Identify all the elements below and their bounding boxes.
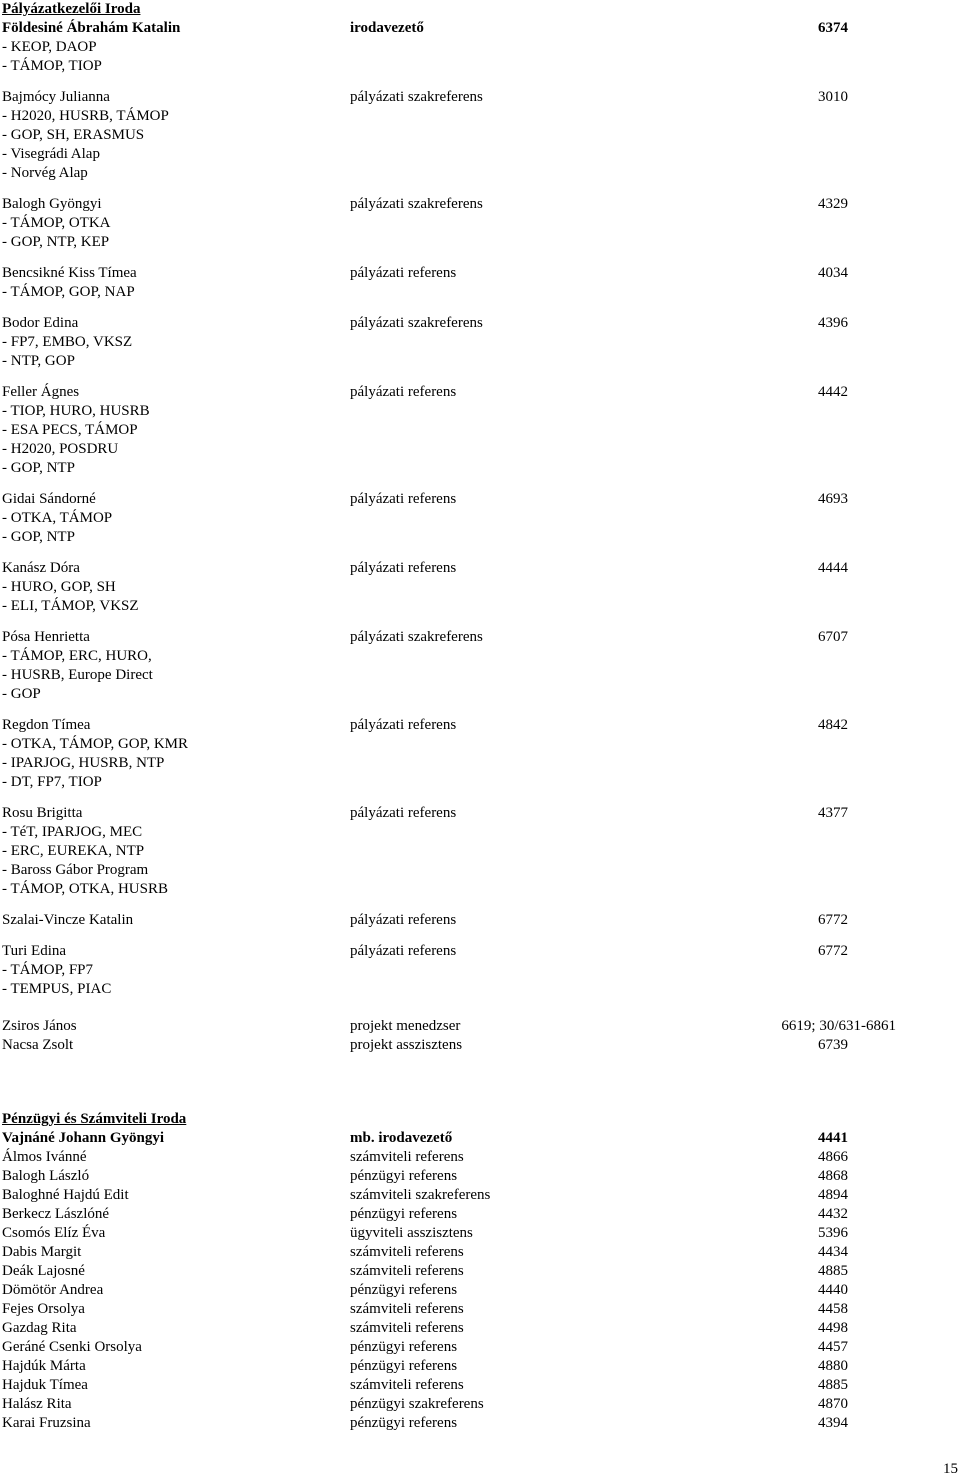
- staff-name: Balogh Gyöngyi: [2, 196, 102, 212]
- staff-role: pályázati referens: [350, 491, 457, 507]
- staff-entry: [2, 314, 942, 333]
- program-line: - Norvég Alap: [2, 165, 88, 181]
- staff-role: számviteli referens: [350, 1149, 464, 1165]
- row-gap: [2, 930, 942, 942]
- staff-list: [2, 1148, 942, 1433]
- staff-entry: [2, 1395, 942, 1414]
- staff-name: Fejes Orsolya: [2, 1301, 85, 1317]
- program-line: - KEOP, DAOP: [2, 39, 97, 55]
- staff-extension: 6619; 30/631-6861: [781, 1018, 896, 1034]
- staff-extension: 4034: [818, 265, 848, 281]
- staff-extension: 4329: [818, 196, 848, 212]
- staff-extension: 4442: [818, 384, 848, 400]
- program-line: - TIOP, HURO, HUSRB: [2, 403, 150, 419]
- staff-extension: 6707: [818, 629, 848, 645]
- staff-extension: 4440: [818, 1282, 848, 1298]
- row-gap: [2, 371, 942, 383]
- staff-entry: [2, 1319, 942, 1338]
- section-penzugyi-iroda: [2, 1110, 942, 1433]
- staff-name: Dabis Margit: [2, 1244, 82, 1260]
- staff-name: Bencsikné Kiss Tímea: [2, 265, 137, 281]
- staff-name: Berkecz Lászlóné: [2, 1206, 110, 1222]
- staff-entry: [2, 1414, 942, 1433]
- program-line: - TÁMOP, FP7: [2, 962, 94, 978]
- staff-role: számviteli referens: [350, 1320, 464, 1336]
- staff-name: Csomós Elíz Éva: [2, 1225, 106, 1241]
- staff-name: Zsiros János: [2, 1018, 77, 1034]
- staff-entry: [2, 490, 942, 509]
- program-line: - TÁMOP, ERC, HURO,: [2, 648, 152, 664]
- staff-name: Gidai Sándorné: [2, 491, 96, 507]
- staff-role: pénzügyi referens: [350, 1168, 458, 1184]
- staff-name: Vajnáné Johann Gyöngyi: [2, 1130, 164, 1146]
- program-line: - HUSRB, Europe Direct: [2, 667, 153, 683]
- staff-entry: [2, 1186, 942, 1205]
- staff-entry: [2, 195, 942, 214]
- staff-role: számviteli referens: [350, 1244, 464, 1260]
- row-gap: [2, 76, 942, 88]
- program-line: - HURO, GOP, SH: [2, 579, 116, 595]
- staff-name: Földesiné Ábrahám Katalin: [2, 20, 181, 36]
- staff-role: pályázati referens: [350, 560, 457, 576]
- staff-role: pénzügyi referens: [350, 1415, 458, 1431]
- row-gap: [2, 899, 942, 911]
- row-gap: [2, 547, 942, 559]
- staff-role: pályázati referens: [350, 384, 457, 400]
- staff-extension: 4444: [818, 560, 848, 576]
- staff-extension: 4458: [818, 1301, 848, 1317]
- staff-name: Deák Lajosné: [2, 1263, 85, 1279]
- staff-entry: [2, 1036, 942, 1055]
- staff-entry: [2, 628, 942, 647]
- section-palyazatkezeloi-iroda: [2, 0, 942, 1055]
- row-gap: [2, 183, 942, 195]
- staff-extension: 4434: [818, 1244, 848, 1260]
- staff-entry-head: [2, 19, 942, 38]
- staff-entry: [2, 559, 942, 578]
- program-line: - TéT, IPARJOG, MEC: [2, 824, 143, 840]
- program-line: - GOP: [2, 686, 41, 702]
- staff-extension: 4870: [818, 1396, 848, 1412]
- staff-role: pályázati referens: [350, 265, 457, 281]
- staff-role: számviteli referens: [350, 1377, 464, 1393]
- program-line: - IPARJOG, HUSRB, NTP: [2, 755, 165, 771]
- staff-role: pályázati szakreferens: [350, 629, 483, 645]
- staff-role: ügyviteli asszisztens: [350, 1225, 473, 1241]
- staff-extension: 3010: [818, 89, 848, 105]
- staff-name: Rosu Brigitta: [2, 805, 83, 821]
- section-title: Pályázatkezelői Iroda: [2, 1, 141, 17]
- program-line: - TÁMOP, TIOP: [2, 58, 102, 74]
- staff-extension: 4880: [818, 1358, 848, 1374]
- staff-role: pályázati referens: [350, 912, 457, 928]
- staff-name: Geráné Csenki Orsolya: [2, 1339, 142, 1355]
- staff-entry: [2, 88, 942, 107]
- staff-name: Gazdag Rita: [2, 1320, 77, 1336]
- program-line: - TÁMOP, OTKA: [2, 215, 111, 231]
- staff-entry: [2, 383, 942, 402]
- program-line: - GOP, NTP: [2, 460, 75, 476]
- staff-extension: 4693: [818, 491, 848, 507]
- staff-entry: [2, 1262, 942, 1281]
- staff-name: Hajdúk Márta: [2, 1358, 86, 1374]
- staff-role: pályázati szakreferens: [350, 196, 483, 212]
- staff-entry: [2, 911, 942, 930]
- staff-name: Karai Fruzsina: [2, 1415, 91, 1431]
- staff-role: pénzügyi referens: [350, 1339, 458, 1355]
- staff-role: projekt asszisztens: [350, 1037, 463, 1053]
- staff-entry: [2, 1300, 942, 1319]
- staff-entry: [2, 1205, 942, 1224]
- program-line: - TEMPUS, PIAC: [2, 981, 112, 997]
- staff-entry: [2, 942, 942, 961]
- staff-extension: 4885: [818, 1263, 848, 1279]
- staff-extension: 4432: [818, 1206, 848, 1222]
- staff-entry: [2, 1224, 942, 1243]
- program-line: - GOP, SH, ERASMUS: [2, 127, 145, 143]
- staff-extension: 4868: [818, 1168, 848, 1184]
- program-line: - GOP, NTP, KEP: [2, 234, 110, 250]
- program-line: - H2020, POSDRU: [2, 441, 119, 457]
- staff-entry: [2, 1148, 942, 1167]
- row-gap: [2, 252, 942, 264]
- staff-name: Balogh László: [2, 1168, 90, 1184]
- staff-name: Szalai-Vincze Katalin: [2, 912, 134, 928]
- staff-role: számviteli referens: [350, 1301, 464, 1317]
- staff-list: [2, 76, 942, 999]
- row-gap: [2, 704, 942, 716]
- program-line: - Baross Gábor Program: [2, 862, 149, 878]
- staff-name: Dömötör Andrea: [2, 1282, 104, 1298]
- staff-extension: 4498: [818, 1320, 848, 1336]
- staff-extension: 4842: [818, 717, 848, 733]
- staff-role: pályázati szakreferens: [350, 89, 483, 105]
- staff-extension: 4441: [818, 1130, 848, 1146]
- staff-extension: 4457: [818, 1339, 848, 1355]
- staff-role: pályázati referens: [350, 717, 457, 733]
- document-page: [2, 0, 942, 1433]
- staff-name: Regdon Tímea: [2, 717, 91, 733]
- row-gap: [2, 478, 942, 490]
- staff-name: Halász Rita: [2, 1396, 72, 1412]
- program-line: - TÁMOP, GOP, NAP: [2, 284, 135, 300]
- staff-name: Bodor Edina: [2, 315, 79, 331]
- program-line: - TÁMOP, OTKA, HUSRB: [2, 881, 168, 897]
- staff-role: számviteli szakreferens: [350, 1187, 491, 1203]
- program-line: - ESA PECS, TÁMOP: [2, 422, 138, 438]
- program-line: - NTP, GOP: [2, 353, 75, 369]
- staff-role: pénzügyi referens: [350, 1358, 458, 1374]
- staff-entry: [2, 716, 942, 735]
- program-line: - ERC, EUREKA, NTP: [2, 843, 145, 859]
- staff-role: pénzügyi szakreferens: [350, 1396, 484, 1412]
- staff-role: irodavezető: [350, 20, 424, 36]
- project-staff-list: [2, 1017, 942, 1055]
- staff-name: Kanász Dóra: [2, 560, 80, 576]
- staff-role: pénzügyi referens: [350, 1206, 458, 1222]
- staff-name: Baloghné Hajdú Edit: [2, 1187, 129, 1203]
- staff-extension: 4394: [818, 1415, 848, 1431]
- staff-extension: 5396: [818, 1225, 848, 1241]
- row-gap: [2, 302, 942, 314]
- staff-role: számviteli referens: [350, 1263, 464, 1279]
- staff-extension: 4377: [818, 805, 848, 821]
- staff-entry: [2, 1376, 942, 1395]
- staff-role: pályázati referens: [350, 943, 457, 959]
- staff-name: Nacsa Zsolt: [2, 1037, 74, 1053]
- program-line: - FP7, EMBO, VKSZ: [2, 334, 133, 350]
- staff-entry: [2, 1357, 942, 1376]
- program-line: - H2020, HUSRB, TÁMOP: [2, 108, 169, 124]
- row-gap: [2, 792, 942, 804]
- staff-name: Hajduk Tímea: [2, 1377, 88, 1393]
- program-line: - Visegrádi Alap: [2, 146, 100, 162]
- staff-role: pénzügyi referens: [350, 1282, 458, 1298]
- staff-name: Pósa Henrietta: [2, 629, 90, 645]
- staff-extension: 6739: [818, 1037, 848, 1053]
- staff-extension: 6374: [818, 20, 848, 36]
- staff-extension: 6772: [818, 912, 848, 928]
- section-title: Pénzügyi és Számviteli Iroda: [2, 1111, 187, 1127]
- staff-entry-head: [2, 1129, 942, 1148]
- staff-entry: [2, 1281, 942, 1300]
- staff-role: projekt menedzser: [350, 1018, 461, 1034]
- staff-entry: [2, 1243, 942, 1262]
- staff-entry: [2, 1017, 942, 1036]
- staff-entry: [2, 264, 942, 283]
- staff-entry: [2, 804, 942, 823]
- program-line: - OTKA, TÁMOP, GOP, KMR: [2, 736, 188, 752]
- program-line: - GOP, NTP: [2, 529, 75, 545]
- staff-extension: 4885: [818, 1377, 848, 1393]
- staff-extension: 4396: [818, 315, 848, 331]
- staff-extension: 4866: [818, 1149, 848, 1165]
- staff-extension: 6772: [818, 943, 848, 959]
- program-line: - OTKA, TÁMOP: [2, 510, 113, 526]
- staff-name: Feller Ágnes: [2, 384, 80, 400]
- staff-extension: 4894: [818, 1187, 848, 1203]
- row-gap: [2, 616, 942, 628]
- program-line: - DT, FP7, TIOP: [2, 774, 102, 790]
- staff-role: pályázati szakreferens: [350, 315, 483, 331]
- program-line: - ELI, TÁMOP, VKSZ: [2, 598, 139, 614]
- staff-role: pályázati referens: [350, 805, 457, 821]
- staff-role: mb. irodavezető: [350, 1130, 453, 1146]
- staff-name: Bajmócy Julianna: [2, 89, 110, 105]
- page-number: 15: [943, 1461, 958, 1477]
- staff-name: Turi Edina: [2, 943, 67, 959]
- staff-entry: [2, 1338, 942, 1357]
- staff-entry: [2, 1167, 942, 1186]
- staff-name: Álmos Ivánné: [2, 1149, 87, 1165]
